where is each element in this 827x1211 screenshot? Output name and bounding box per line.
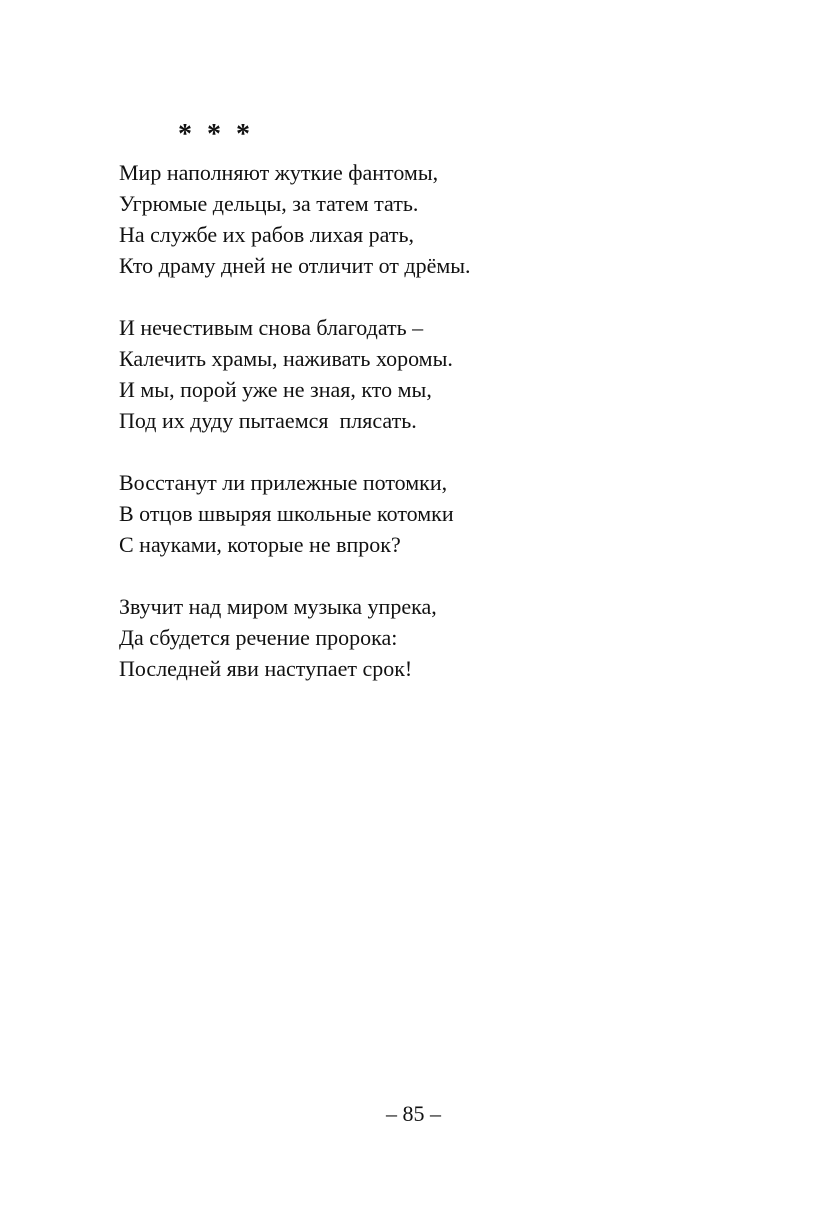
poem-line: И мы, порой уже не зная, кто мы, xyxy=(119,377,432,402)
poem-line: Да сбудется речение пророка: xyxy=(119,625,398,650)
poem-line: Звучит над миром музыка упрека, xyxy=(119,594,437,619)
poem-line: Последней яви наступает срок! xyxy=(119,656,413,681)
stanza-2 xyxy=(119,312,739,436)
stanza-4 xyxy=(119,591,739,684)
poem-line: Мир наполняют жуткие фантомы, xyxy=(119,160,439,185)
poem-line: На службе их рабов лихая рать, xyxy=(119,222,414,247)
page-number: – 85 – xyxy=(386,1101,441,1126)
poem xyxy=(119,157,739,715)
poem-line: Под их дуду пытаемся плясать. xyxy=(119,408,417,433)
poem-line: В отцов швыряя школьные котомки xyxy=(119,501,454,526)
stanza-3 xyxy=(119,467,739,560)
poem-line: Восстанут ли прилежные потомки, xyxy=(119,470,448,495)
poem-line: Угрюмые дельцы, за татем тать. xyxy=(119,191,419,216)
stanza-1 xyxy=(119,157,739,281)
section-asterisks: * * * xyxy=(178,119,254,150)
poem-line: Кто драму дней не отличит от дрёмы. xyxy=(119,253,471,278)
poem-line: Калечить храмы, наживать хоромы. xyxy=(119,346,453,371)
poem-line: И нечестивым снова благодать – xyxy=(119,315,424,340)
poem-line: С науками, которые не впрок? xyxy=(119,532,401,557)
